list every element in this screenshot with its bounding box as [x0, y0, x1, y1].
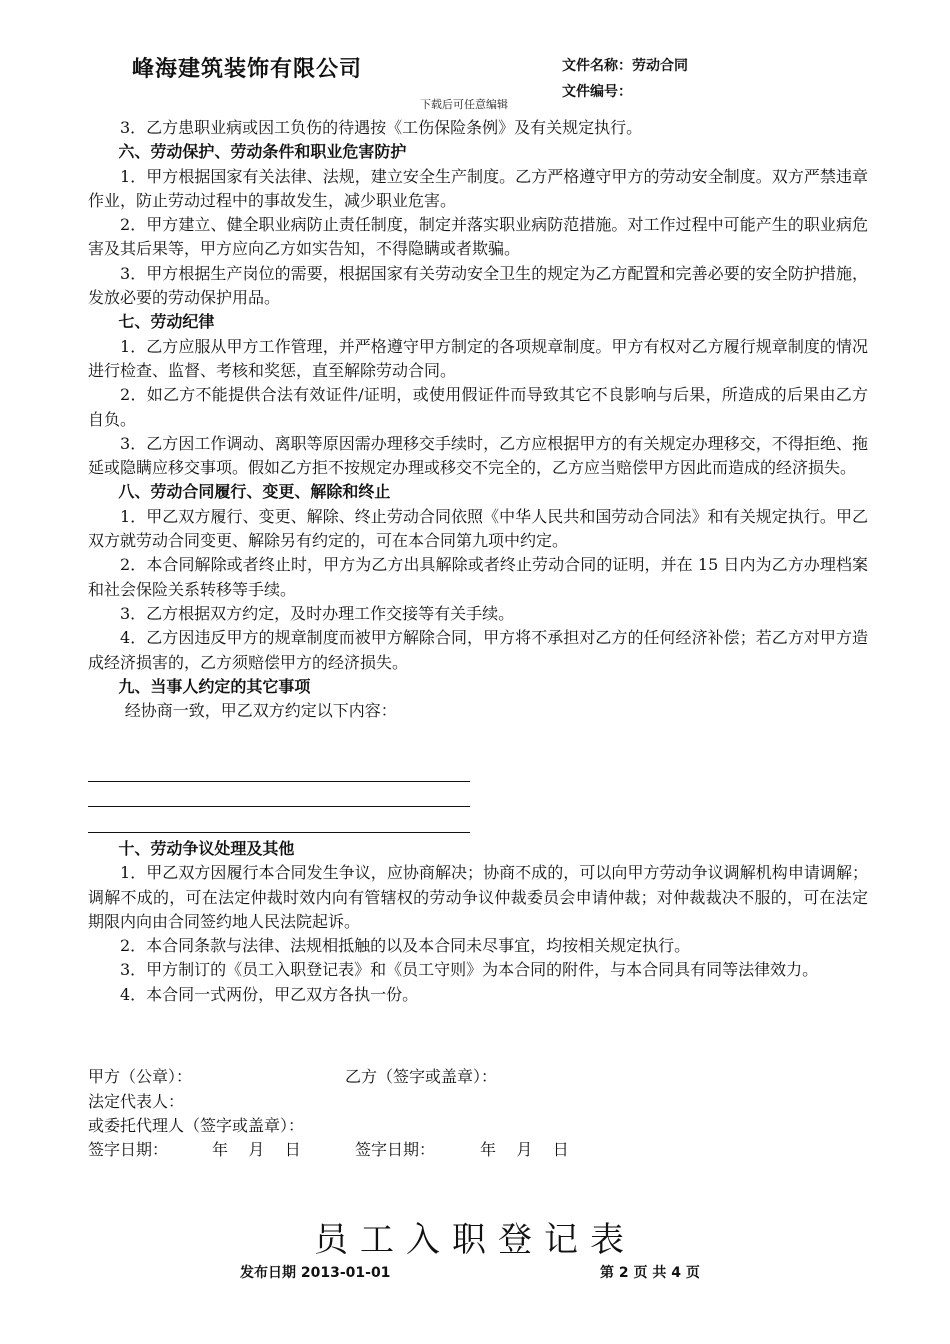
contract-body-continued — [88, 837, 868, 1007]
paragraph: 3．甲方制订的《员工入职登记表》和《员工守则》为本合同的附件，与本合同具有同等法律效力。 — [120, 960, 819, 980]
paragraph: 3．乙方根据双方约定，及时办理工作交接等有关手续。 — [120, 603, 515, 623]
company-name: 峰海建筑装饰有限公司 — [132, 57, 363, 82]
party-a-seal-label: 甲方（公章）： — [88, 1067, 193, 1086]
paragraph: 3．甲方根据生产岗位的需要，根据国家有关劳动安全卫生的规定为乙方配置和完善必要的安全防护措施，发放必要的劳动保护用品。 — [88, 263, 868, 308]
page-number: 第 2 页 共 4 页 — [600, 1265, 700, 1281]
paragraph: 经协商一致，甲乙双方约定以下内容： — [124, 701, 397, 721]
paragraph: 2．甲方建立、健全职业病防止责任制度，制定并落实职业病防范措施。对工作过程中可能产生的职业病危害及其后果等，甲方应向乙方如实告知，不得隐瞒或者欺骗。 — [88, 215, 868, 259]
party-b-date-format: 年 月 日 — [480, 1140, 569, 1159]
release-date: 发布日期 2013-01-01 — [240, 1265, 391, 1281]
section-heading-7: 七、劳动纪律 — [118, 312, 215, 332]
section-heading-10: 十、劳动争议处理及其他 — [118, 839, 295, 858]
section-heading-8: 八、劳动合同履行、变更、解除和终止 — [118, 482, 391, 502]
party-a-date-label: 签字日期： — [88, 1140, 169, 1159]
paragraph: 2．本合同解除或者终止时，甲方为乙方出具解除或者终止劳动合同的证明，并在 15 日内为乙方办理档案和社会保险关系转移等手续。 — [88, 555, 868, 599]
file-name-label: 文件名称：劳动合同 — [562, 58, 688, 74]
party-b-date-label: 签字日期： — [355, 1140, 436, 1159]
legal-representative-label: 法定代表人： — [88, 1092, 185, 1111]
file-number-label: 文件编号： — [562, 84, 632, 100]
party-b-sign-label: 乙方（签字或盖章）： — [345, 1067, 498, 1086]
authorized-agent-label: 或委托代理人（签字或盖章）： — [88, 1116, 305, 1135]
party-a-date-format: 年 月 日 — [212, 1140, 301, 1159]
paragraph: 2．如乙方不能提供合法有效证件/证明，或使用假证件而导致其它不良影响与后果，所造成的后果由乙方自负。 — [88, 385, 868, 429]
edit-note: 下载后可任意编辑 — [420, 98, 508, 111]
paragraph: 3．乙方患职业病或因工负伤的待遇按《工伤保险条例》及有关规定执行。 — [120, 118, 643, 137]
contract-body — [88, 116, 868, 723]
paragraph: 1．甲乙双方因履行本合同发生争议，应协商解决；协商不成的，可以向甲方劳动争议调解机构申请调解；调解不成的，可在法定仲裁时效内向有管辖权的劳动争议仲裁委员会申请仲裁；对仲裁裁决不服的，可在法定期限内向由合同签约地人民法院起诉。 — [88, 863, 868, 931]
paragraph: 1．乙方应服从甲方工作管理，并严格遵守甲方制定的各项规章制度。甲方有权对乙方履行规章制度的情况进行检查、监督、考核和奖惩，直至解除劳动合同。 — [88, 336, 868, 380]
blank-line — [88, 781, 470, 782]
paragraph: 2．本合同条款与法律、法规相抵触的以及本合同未尽事宜，均按相关规定执行。 — [120, 936, 691, 956]
paragraph: 1．甲方根据国家有关法律、法规，建立安全生产制度。乙方严格遵守甲方的劳动安全制度。双方严禁违章作业，防止劳动过程中的事故发生，减少职业危害。 — [88, 166, 868, 210]
blank-line — [88, 806, 470, 807]
section-heading-9: 九、当事人约定的其它事项 — [118, 676, 311, 696]
next-form-title: 员工入职登记表 — [314, 1220, 636, 1260]
paragraph: 4．乙方因违反甲方的规章制度而被甲方解除合同，甲方将不承担对乙方的任何经济补偿；若乙方对甲方造成经济损害的，乙方须赔偿甲方的经济损失。 — [88, 628, 868, 672]
section-heading-6: 六、劳动保护、劳动条件和职业危害防护 — [118, 142, 407, 162]
paragraph: 4．本合同一式两份，甲乙双方各执一份。 — [120, 984, 419, 1004]
paragraph: 1．甲乙双方履行、变更、解除、终止劳动合同依照《中华人民共和国劳动合同法》和有关规定执行。甲乙双方就劳动合同变更、解除另有约定的，可在本合同第九项中约定。 — [88, 506, 868, 551]
paragraph: 3．乙方因工作调动、离职等原因需办理移交手续时，乙方应根据甲方的有关规定办理移交，不得拒绝、拖延或隐瞒应移交事项。假如乙方拒不按规定办理或移交不完全的，乙方应当赔偿甲方因此而造成的经济损失。 — [88, 433, 868, 478]
blank-line — [88, 832, 470, 833]
